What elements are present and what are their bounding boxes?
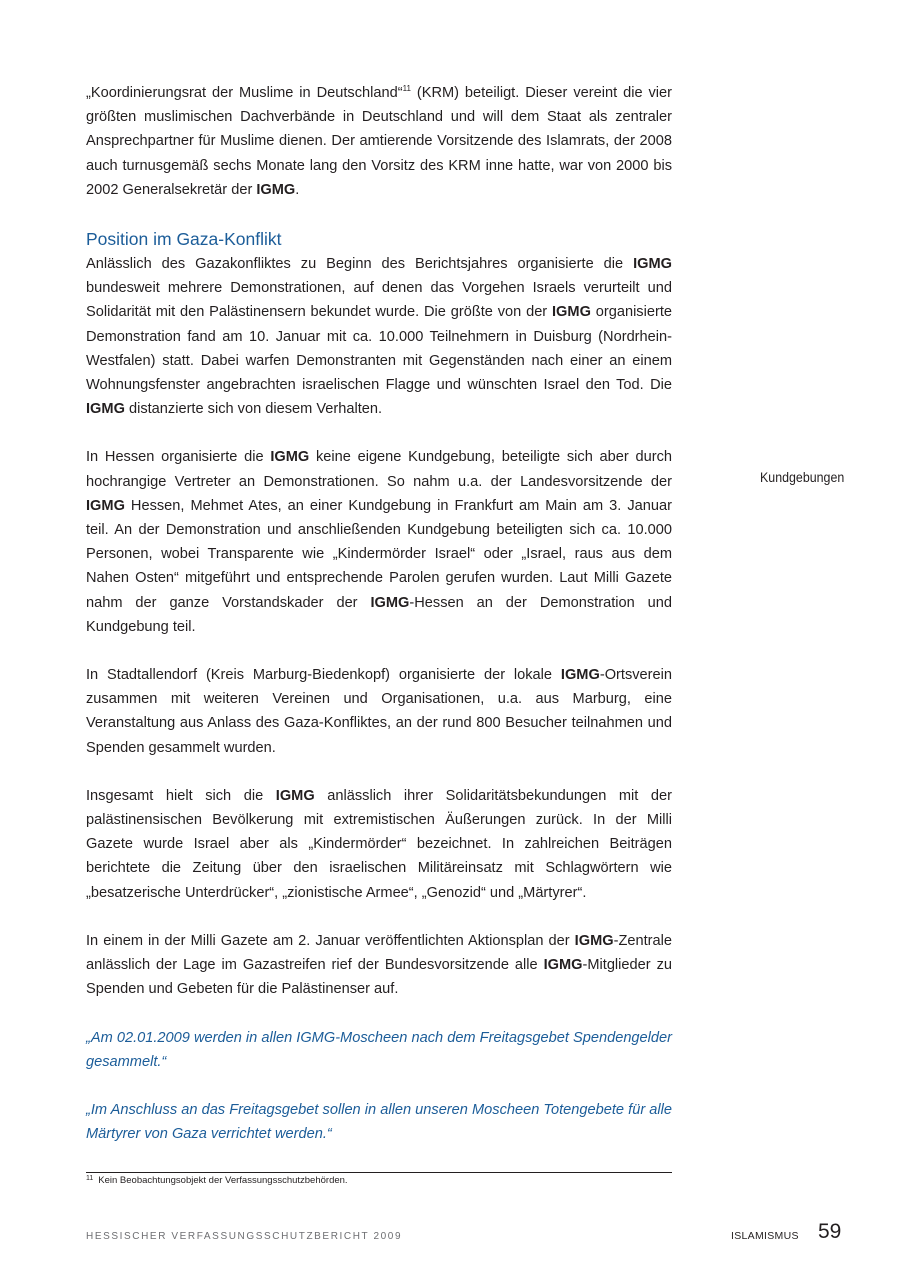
text: In Hessen organisierte die [86,449,271,466]
margin-note: Kundgebungen [760,470,845,485]
paragraph-summary [86,784,672,905]
text: -Hessen an der Demonstration und Kundgebung teil. [86,594,672,635]
section-heading: Position im Gaza-Konflikt [86,229,282,250]
paragraph-action-plan [86,929,672,1002]
org-name: IGMG [370,594,410,611]
text: keine eigene Kundgebung, beteiligte sich aber durch hochrangige Vertreter an Demonstrationen. So nahm u.a. der Landesvorsitzende der [86,449,672,490]
paragraph-hessen [86,445,672,639]
org-name: IGMG [574,932,614,949]
text: „Koordinierungsrat der Muslime in Deutschland“ [86,85,403,101]
footnote [86,1175,348,1186]
paragraph-stadtallendorf [86,663,672,760]
text: distanzierte sich von diesem Verhalten. [124,401,383,418]
text: Anlässlich des Gazakonfliktes zu Beginn des Berichtsjahres organisierte die [86,256,634,273]
footnote-text: Kein Beobachtungsobjekt der Verfassungsschutzbehörden. [98,1175,348,1186]
org-name: IGMG [256,181,296,198]
footnote-divider [86,1172,672,1173]
text: -Mitglieder zu Spenden und Gebeten für die Palästinenser auf. [86,957,672,998]
paragraph-krm [86,81,672,202]
footnote-ref[interactable]: 11 [402,84,411,93]
org-name: IGMG [275,787,315,804]
text: bundesweit mehrere Demonstrationen, auf denen das Vorgehen Israels verurteilt und Solidarität mit den Palästinensern bekundet wurde. Die größte von der [86,280,672,321]
text: In Stadtallendorf (Kreis Marburg-Biedenkopf) organisierte der lokale [86,667,561,684]
org-name: IGMG [543,957,583,974]
text: Hessen, Mehmet Ates, an einer Kundgebung in Frankfurt am Main am 3. Januar teil. An der Demonstration und anschließenden Kundgebung beteiligten sich ca. 10.000 Personen, wobei Transparente wie „Kindermörder Israel“ oder „Israel, raus aus dem Nahen Osten“ mitgeführt und entsprechende Parolen gerufen wurden. Laut Milli Gazete nahm der ganze Vorstandskader der [86,497,672,611]
page-number: 59 [818,1220,842,1243]
org-name: IGMG [86,401,125,418]
text: Insgesamt hielt sich die [86,787,276,804]
text: -Ortsverein zusammen mit weiteren Vereinen und Organisationen, u.a. aus Marburg, eine Veranstaltung aus Anlass des Gaza-Konfliktes, an der rund 800 Besucher teilnahmen und Spenden gesammelt wurden. [86,667,672,756]
org-name: IGMG [560,667,600,684]
footer-publication-title: HESSISCHER VERFASSUNGSSCHUTZBERICHT 2009 [86,1231,403,1242]
quote-donations: „Am 02.01.2009 werden in allen IGMG-Moscheen nach dem Freitagsgebet Spendengelder gesammelt.“ [86,1029,672,1070]
footer-section-label: ISLAMISMUS [731,1230,799,1242]
text: -Zentrale anlässlich der Lage im Gazastreifen rief der Bundesvorsitzende alle [86,932,672,974]
org-name: IGMG [633,256,672,273]
text: anlässlich ihrer Solidaritätsbekundungen mit der palästinensischen Bevölkerung mit extremistischen Äußerungen zurück. In der Milli Gazete wurde Israel aber als „Kindermörder“ bezeichnet. In zahlreichen Beiträgen berichtete die Zeitung über den israelischen Militäreinsatz mit Schlagwörtern wie „besatzerische Unterdrücker“, „zionistische Armee“, „Genozid“ und „Märtyrer“. [86,787,672,901]
text: . [295,181,300,198]
org-name: IGMG [270,449,310,466]
footnote-number: 11 [86,1175,94,1182]
org-name: IGMG [86,497,125,514]
paragraph-gaza-demos [86,252,672,421]
text: organisierte Demonstration fand am 10. Januar mit ca. 10.000 Teilnehmern in Duisburg (Nordrhein-Westfalen) statt. Dabei warfen Demonstranten mit Gegenständen nach einer an einem Wohnungsfenster angebrachten israelischen Flagge und wünschten Israel den Tod. Die [86,304,672,394]
text: In einem in der Milli Gazete am 2. Januar veröffentlichten Aktionsplan der [86,932,575,949]
quote-prayers: „Im Anschluss an das Freitagsgebet sollen in allen unseren Moscheen Totengebete für alle Märtyrer von Gaza verrichtet werden.“ [86,1101,672,1143]
text: (KRM) beteiligt. Dieser vereint die vier größten muslimischen Dachverbände in Deutschland und will dem Staat als zentraler Ansprechpartner für Muslime dienen. Der amtierende Vorsitzende des Islamrats, der 2008 auch turnusgemäß sechs Monate lang den Vorsitz des KRM inne hatte, war von 2000 bis 2002 Generalsekretär der [86,85,673,198]
main-text-column [86,81,672,1146]
org-name: IGMG [552,304,591,321]
